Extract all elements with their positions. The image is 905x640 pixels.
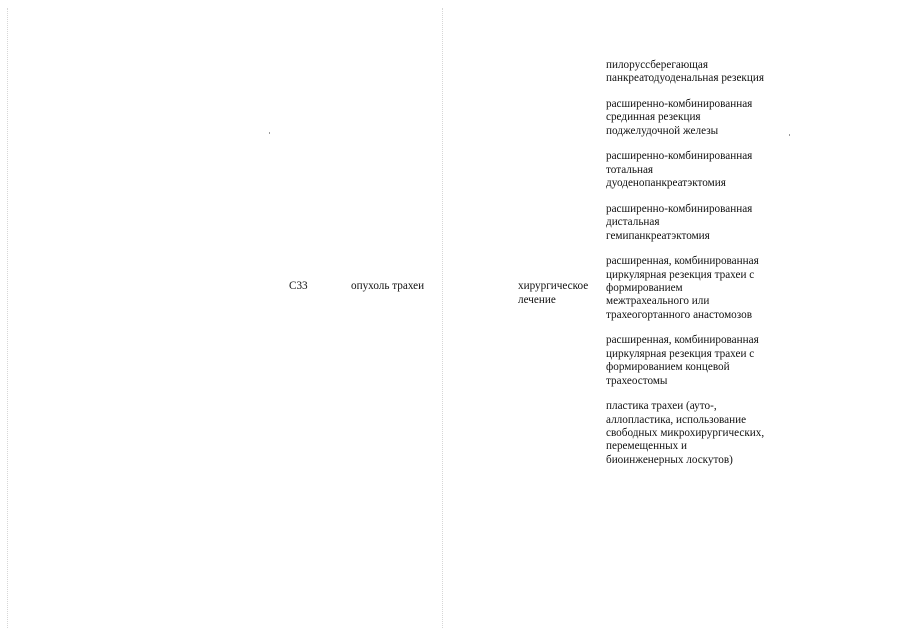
scan-speck	[789, 134, 790, 136]
treatment-type-cell: хирургическое лечение	[518, 280, 589, 306]
treatment-method-item: пилоруссберегающая панкреатодуоденальная резекция	[606, 59, 764, 85]
treatment-method-item: расширенно-комбинированная срединная резекция поджелудочной железы	[606, 98, 753, 137]
center-fold-guide	[442, 8, 443, 628]
treatment-method-item: расширенная, комбинированная циркулярная резекция трахеи с формированием межтрахеального или трахеогортанного анастомозов	[606, 255, 759, 321]
treatment-methods-list	[606, 59, 766, 479]
treatment-method-item: расширенно-комбинированная тотальная дуоденопанкреатэктомия	[606, 150, 753, 190]
treatment-method-item: пластика трахеи (ауто-, аллопластика, использование свободных микрохирургических, перемещенных и биоинженерных лоскутов)	[606, 400, 765, 466]
diagnosis-cell: опухоль трахеи	[351, 280, 425, 292]
left-margin-guide	[7, 8, 8, 628]
icd-code-cell: C33	[289, 280, 308, 292]
scan-speck	[269, 132, 270, 134]
treatment-method-item: расширенная, комбинированная циркулярная резекция трахеи с формированием концевой трахеостомы	[606, 334, 759, 387]
treatment-method-item: расширенно-комбинированная дистальная гемипанкреатэктомия	[606, 202, 753, 242]
